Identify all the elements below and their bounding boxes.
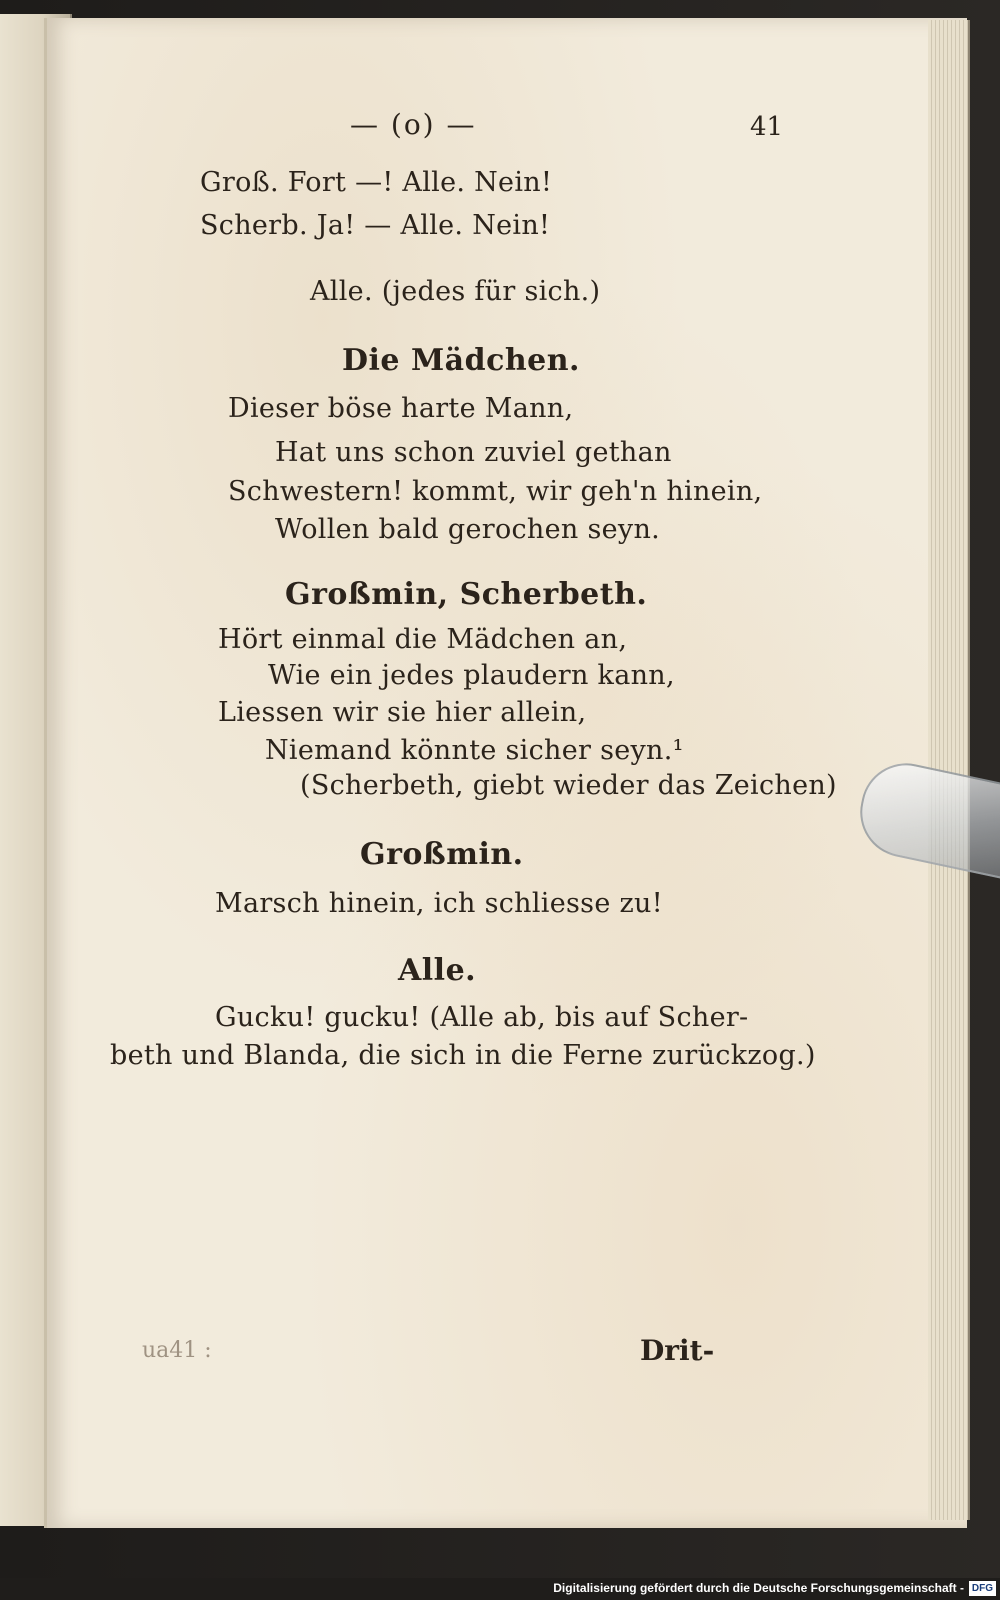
catchword: Drit- bbox=[640, 1334, 715, 1367]
stage-direction: Alle. (jedes für sich.) bbox=[310, 276, 601, 307]
verse-line: Schwestern! kommt, wir geh'n hinein, bbox=[228, 476, 763, 507]
speaker-heading: Die Mädchen. bbox=[342, 343, 580, 378]
dialogue-line: Groß. Fort —! Alle. Nein! bbox=[200, 167, 553, 198]
page-header-ornament: — (o) — bbox=[350, 108, 477, 141]
verse-line: Hört einmal die Mädchen an, bbox=[218, 624, 628, 655]
dialogue-line: Scherb. Ja! — Alle. Nein! bbox=[200, 210, 551, 241]
verse-line: Dieser böse harte Mann, bbox=[228, 393, 574, 424]
footer-smudge: ua41 : bbox=[142, 1338, 212, 1363]
verse-line: Marsch hinein, ich schliesse zu! bbox=[215, 888, 663, 919]
speaker-heading: Großmin, Scherbeth. bbox=[285, 577, 648, 612]
dfg-logo: DFG bbox=[969, 1581, 996, 1596]
verse-line: Liessen wir sie hier allein, bbox=[218, 697, 587, 728]
verse-line: Hat uns schon zuviel gethan bbox=[275, 437, 672, 468]
verse-line: Niemand könnte sicher seyn.¹ bbox=[265, 735, 684, 766]
dialogue-line: Gucku! gucku! (Alle ab, bis auf Scher- bbox=[215, 1002, 749, 1033]
dialogue-line: beth und Blanda, die sich in die Ferne zurückzog.) bbox=[110, 1040, 816, 1071]
speaker-heading: Großmin. bbox=[360, 837, 524, 872]
verse-line: Wie ein jedes plaudern kann, bbox=[268, 660, 675, 691]
verse-line: Wollen bald gerochen seyn. bbox=[275, 514, 661, 545]
page-number: 41 bbox=[750, 112, 784, 142]
stage-direction: (Scherbeth, giebt wieder das Zeichen) bbox=[300, 770, 837, 801]
credit-text: Digitalisierung gefördert durch die Deutsche Forschungsgemeinschaft - bbox=[553, 1581, 964, 1595]
speaker-heading: Alle. bbox=[398, 953, 477, 988]
